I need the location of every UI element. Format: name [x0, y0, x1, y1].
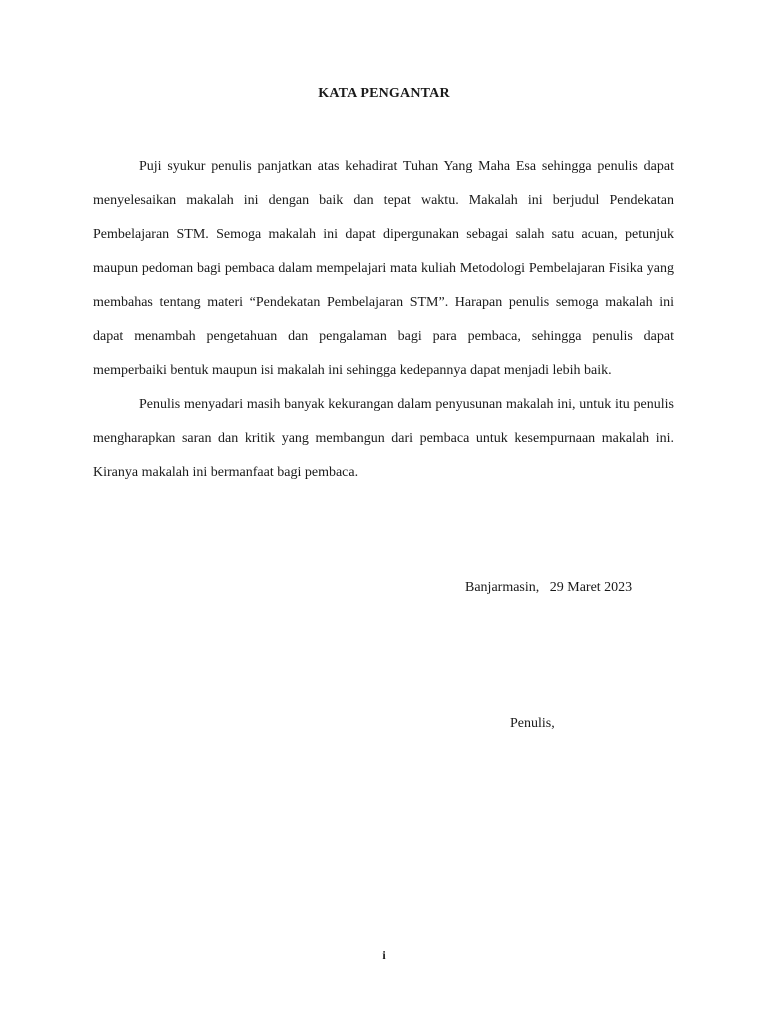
foreword-body: [93, 150, 674, 490]
page-title: KATA PENGANTAR: [318, 86, 450, 101]
place-date: Banjarmasin, 29 Maret 2023: [465, 580, 633, 595]
page-number: i: [382, 948, 386, 962]
paragraph-2: Penulis menyadari masih banyak kekurangan dalam penyusunan makalah ini, untuk itu penulis mengharapkan saran dan kritik yang membangun dari pembaca untuk kesempurnaan makalah ini. Kiranya makalah ini bermanfaat bagi pembaca.: [93, 397, 674, 480]
paragraph-1: Puji syukur penulis panjatkan atas kehadirat Tuhan Yang Maha Esa sehingga penulis dapat menyelesaikan makalah ini dengan baik dan tepat waktu. Makalah ini berjudul Pendekatan Pembelajaran STM. Semoga makalah ini dapat dipergunakan sebagai salah satu acuan, petunjuk maupun pedoman bagi pembaca dalam mempelajari mata kuliah Metodologi Pembelajaran Fisika yang membahas tentang materi “Pendekatan Pembelajaran STM”. Harapan penulis semoga makalah ini dapat menambah pengetahuan dan pengalaman bagi para pembaca, sehingga penulis dapat memperbaiki bentuk maupun isi makalah ini sehingga kedepannya dapat menjadi lebih baik.: [93, 159, 674, 378]
author-signature: Penulis,: [510, 716, 555, 731]
